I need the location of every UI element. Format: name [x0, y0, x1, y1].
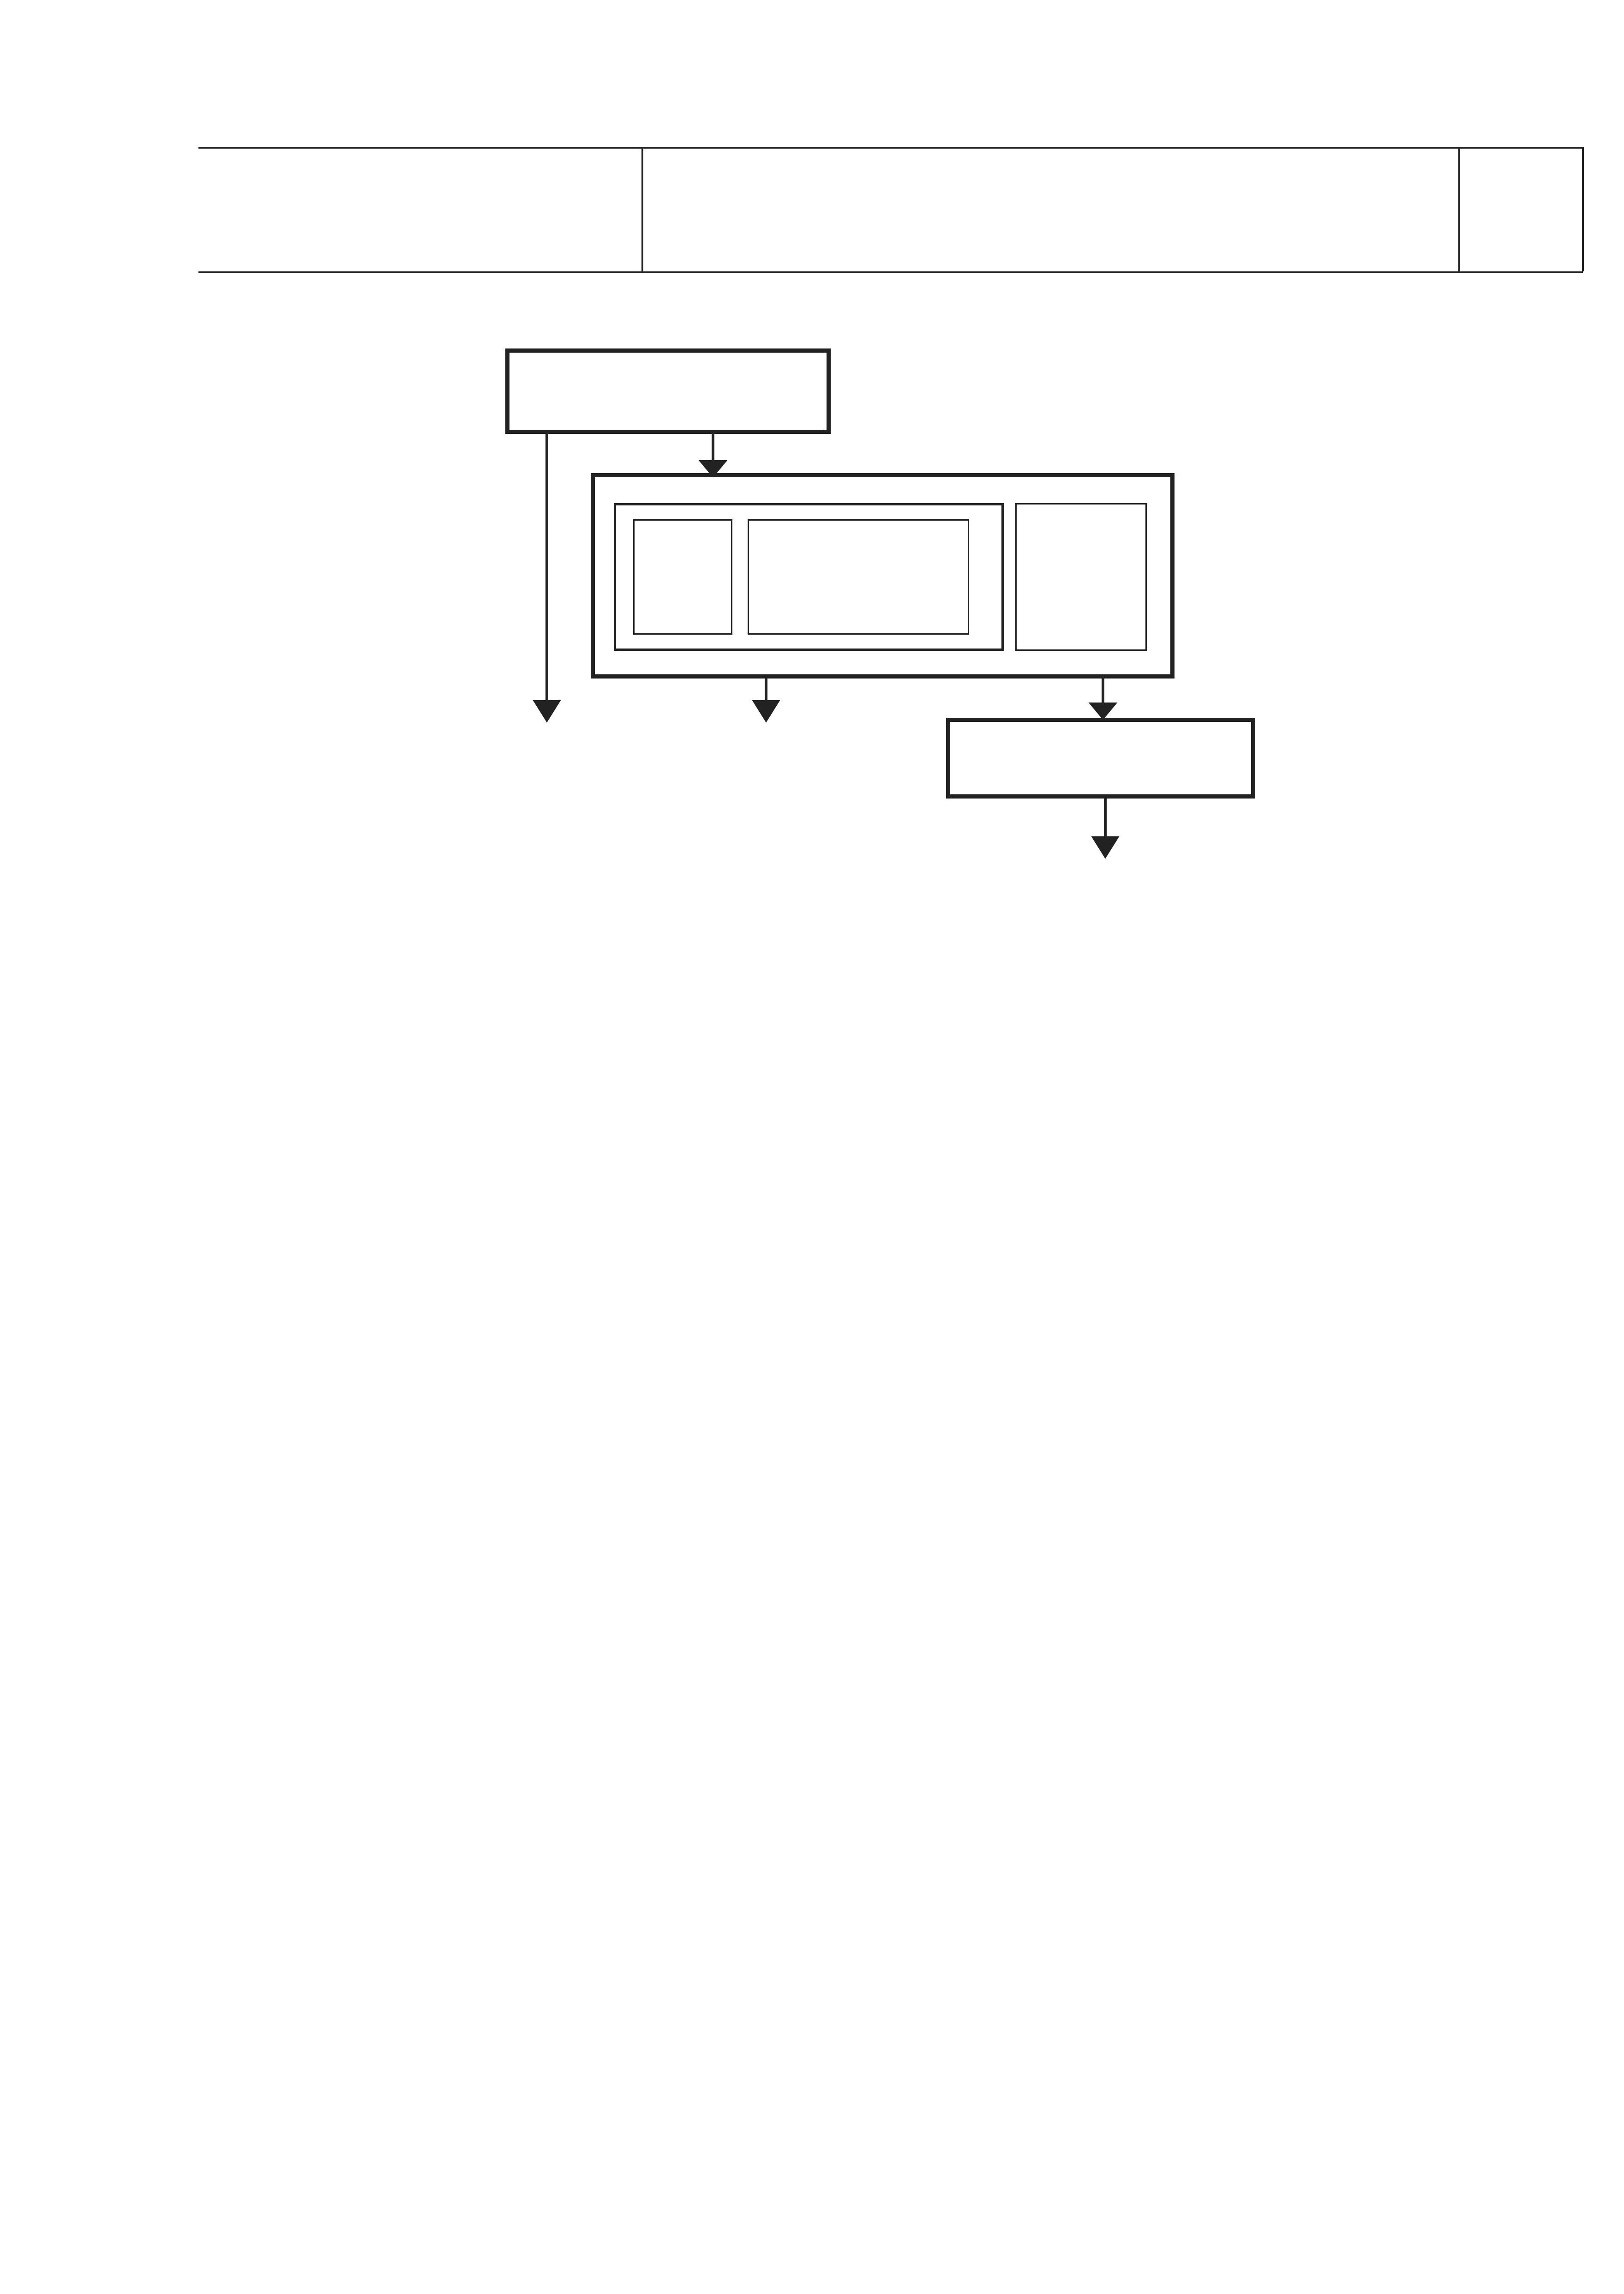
areas-table	[231, 935, 1528, 2098]
food-storeroom	[748, 519, 969, 635]
diagram-arrows	[0, 0, 1624, 923]
receiving-box	[505, 348, 831, 434]
prep-box	[946, 718, 1255, 799]
cooled-chambers	[1015, 503, 1147, 651]
nonfood-storeroom	[633, 519, 732, 635]
